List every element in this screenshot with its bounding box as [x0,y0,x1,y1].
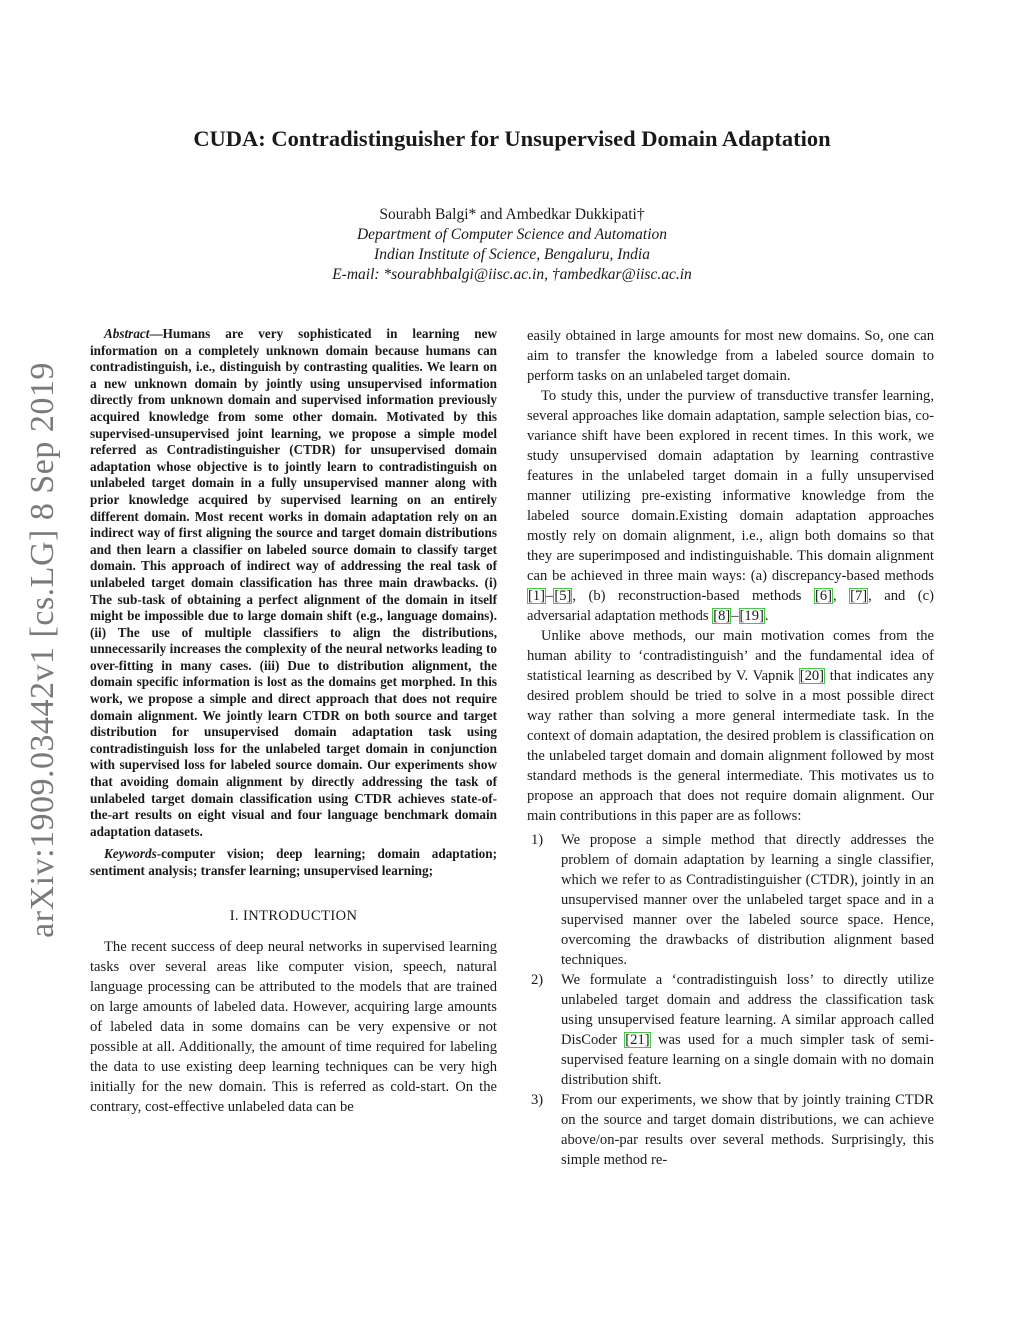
paragraph-text: To study this, under the purview of transductive transfer learning, several approaches like domain adaptation, sample selection bias, co-variance shift have been explored in recent times. In this work, we study unsupervised domain adaptation by learning contrastive features in the unlabeled target domain in a fully unsupervised manner utilizing pre-existing informative knowledge from the labeled source domain.Existing domain adaptation approaches mostly rely on domain alignment, i.e., align both domains so that they are superimposed and indistinguishable. This domain alignment can be achieved in three main ways: (a) discrepancy-based methods [527,388,934,584]
paragraph-text: that indicates any desired problem should be tried to solve in a most possible direct way rather than solving a more general intermediate task. In the context of domain adaptation, the desired problem is classification on the unlabeled target domain and domain alignment followed by most standard methods is the general intermediate. This motivates us to propose an approach that does not require domain alignment. Our main contributions in this paper are as follows: [527,668,934,824]
period: . [764,608,769,624]
citation-link[interactable]: [1] [528,588,546,604]
list-item [527,1090,934,1170]
list-item-number: 3) [531,1092,544,1108]
intro-paragraph-2 [527,386,934,626]
paragraph-text: , and (c) adversarial adaptation methods [527,588,935,624]
section-heading-introduction: I. INTRODUCTION [229,907,358,924]
list-item-number: 2) [531,972,544,988]
paper-title: CUDA: Contradistinguisher for Unsupervised Domain Adaptation [193,126,831,151]
list-item [527,970,934,1090]
abstract [90,326,497,840]
keywords-lead: Keywords [104,846,157,862]
paragraph-text: Unlike above methods, our main motivation comes from the human ability to ‘contradistinguish’ and the fundamental idea of statistical learning as described by V. Vapnik [527,628,934,684]
left-column [90,326,497,1117]
comma: , [832,588,850,604]
keywords [90,846,497,879]
abstract-text: —Humans are very sophisticated in learning new information on a completely unknown domain because humans can contradistinguish, i.e., distinguish by contrasting qualities. We learn on a new unknown domain by jointly using unsupervised information directly from unknown domain and supervised information previously acquired knowledge from some other domain. Motivated by this supervised-unsupervised joint learning, we propose a simple model referred as Contradistinguisher (CTDR) for unsupervised domain adaptation whose objective is to jointly learn to contradistinguish on unlabeled target domain in a fully unsupervised manner along with prior knowledge acquired by supervised learning on an entirely different domain. Most recent works in domain adaptation rely on an indirect way of first aligning the source and target domain distributions and then learn a classifier on labeled source domain to classify target domain. This approach of indirect way of addressing the real task of unlabeled target domain classification has three main drawbacks. (i) The sub-task of obtaining a perfect alignment of the domain in itself might be impossible due to large domain shift (e.g., language domains). (ii) The use of multiple classifiers to align the distributions, unnecessarily increases the complexity of the neural networks leading to over-fitting in many cases. (iii) Due to distribution alignment, the domain specific information is lost as the domains get morphed. In this work, we propose a simple and direct approach that does not require domain alignment. We jointly learn CTDR on both source and target distribution for unsupervised domain adaptation task using contradistinguish loss for the unlabeled target domain in conjunction with supervised loss for labeled source domain. Our experiments show that avoiding domain alignment by directly addressing the task of unlabeled target domain classification using CTDR achieves state-of-the-art results on eight visual and four language benchmark domain adaptation datasets. [90,326,497,839]
author-department: Department of Computer Science and Automation [356,226,668,243]
list-item [527,830,934,970]
intro-paragraph-continued: easily obtained in large amounts for most new domains. So, one can aim to transfer the knowledge from a labeled source domain to perform tasks on an unlabeled target domain. [527,328,934,384]
citation-link[interactable]: [8] [713,608,731,624]
abstract-lead: Abstract [104,326,150,341]
author-names: Sourabh Balgi* and Ambedkar Dukkipati† [379,206,645,223]
list-item-text [561,970,934,1090]
list-item-text: We propose a simple method that directly addresses the problem of domain adaptation by learning a single classifier, which we refer to as Contradistinguisher (CTDR), jointly in an unsupervised manner over the unlabeled target space and in a supervised manner over the labeled source space. Hence, overcoming the drawbacks of distribution alignment based techniques. [561,832,934,968]
list-item-text: From our experiments, we show that by jointly training CTDR on the source and target domain distributions, we can achieve above/on-par results over several methods. Surprisingly, this simple method re- [561,1092,934,1168]
citation-link[interactable]: [20] [799,668,825,684]
citation-link[interactable]: [19] [739,608,764,624]
citation-link[interactable]: [6] [814,588,832,604]
citation-link[interactable]: [7] [850,588,868,604]
intro-paragraph-1: The recent success of deep neural networks in supervised learning tasks over several areas like computer vision, speech, natural language processing can be attributed to the models that are trained on large amounts of labeled data. However, acquiring large amounts of labeled data in some domains can be very expensive or not possible at all. Additionally, the amount of time required for labeling the data to use existing deep learning techniques can be very high initially for the new domain. This is referred as cold-start. On the contrary, cost-effective unlabeled data can be [90,938,497,1115]
right-column [527,326,934,1170]
dash: – [731,608,739,624]
author-block [90,205,934,285]
intro-paragraph-3 [527,626,934,826]
dash: – [546,588,554,604]
citation-link[interactable]: [21] [625,1032,650,1048]
author-institute: Indian Institute of Science, Bengaluru, India [374,246,650,263]
arxiv-identifier: arXiv:1909.03442v1 [cs.LG] 8 Sep 2019 [24,362,61,938]
citation-link[interactable]: [5] [554,588,572,604]
arxiv-side-stamp [18,360,68,940]
paragraph-text: was used for a much simpler task of semi-supervised feature learning on a single domain with no domain distribution shift. [561,1032,934,1088]
contributions-list [527,830,934,1170]
list-item-number: 1) [531,832,544,848]
paragraph-text: We formulate a ‘contradistinguish loss’ to directly utilize unlabeled target domain and address the classification task using unsupervised feature learning. A similar approach called DisCoder [561,972,934,1048]
paragraph-text: , (b) reconstruction-based methods [572,588,814,604]
keywords-text: -computer vision; deep learning; domain adaptation; sentiment analysis; transfer learning; unsupervised learning; [90,846,497,878]
author-email: E-mail: *sourabhbalgi@iisc.ac.in, †ambedkar@iisc.ac.in [332,266,692,283]
